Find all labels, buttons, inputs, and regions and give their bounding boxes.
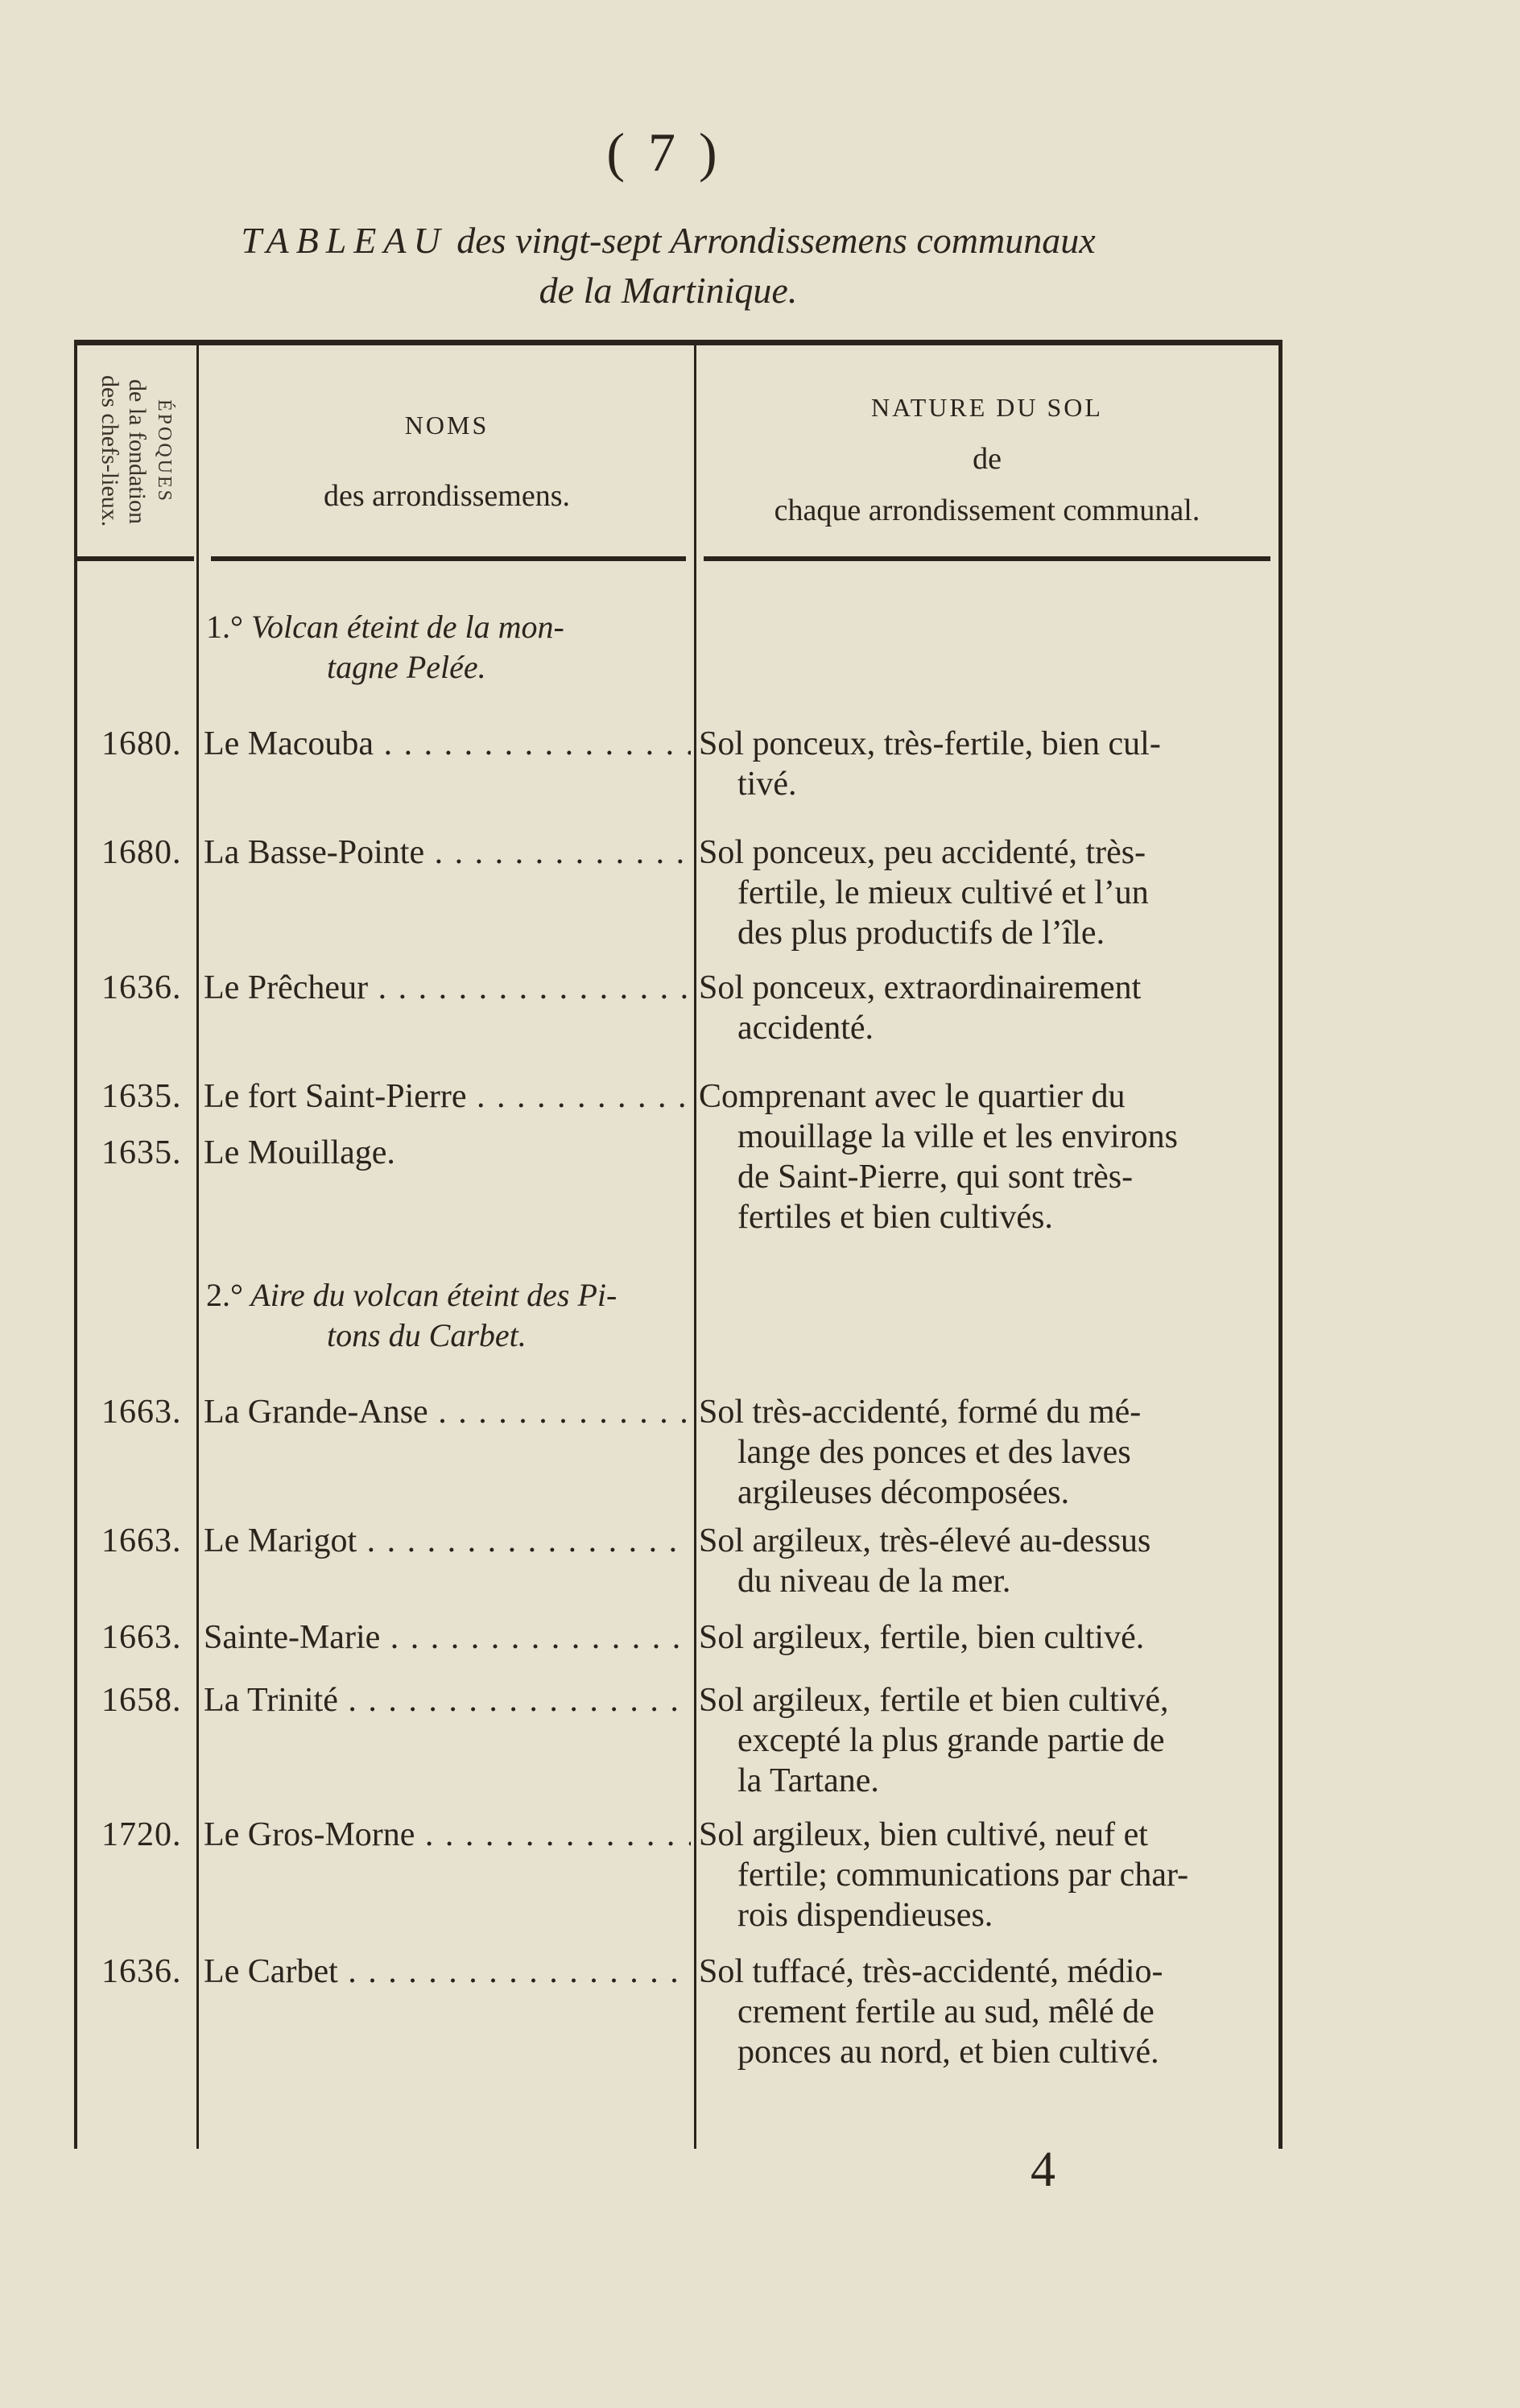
row-soil <box>699 724 1269 804</box>
title-rest: des vingt-sept Arrondissemens communaux <box>447 220 1096 261</box>
section-line: tons du Carbet. <box>327 1317 527 1353</box>
row-name: Le Macouba . . . <box>204 724 691 764</box>
row-year: 1680. <box>101 725 182 762</box>
row-name: Le Carbet . . . <box>204 1952 691 1992</box>
header-rule <box>77 556 194 561</box>
header-rule <box>211 556 686 561</box>
soil-line: excepté la plus grande partie de <box>737 1722 1165 1759</box>
header-noms-l1: NOMS <box>404 411 489 440</box>
header-noms-l2: des arrondissemens. <box>323 479 571 513</box>
row-year: 1663. <box>101 1619 182 1656</box>
section-heading <box>206 607 689 688</box>
soil-line: fertile, le mieux cultivé et l’un <box>737 874 1149 911</box>
table-title <box>105 216 1232 316</box>
row-soil <box>699 1392 1269 1513</box>
soil-line: Sol argileux, fertile et bien cultivé, <box>699 1682 1169 1719</box>
table <box>74 340 1282 2149</box>
soil-line: Sol ponceux, extraordinairement <box>699 969 1142 1006</box>
row-year: 1635. <box>101 1078 182 1115</box>
header-nature-l1: NATURE DU SOL <box>871 393 1103 422</box>
soil-line: fertile; communications par char- <box>737 1857 1189 1894</box>
section-line: Aire du volcan éteint des Pi- <box>250 1277 618 1313</box>
row-name: Le Prêcheur . . . <box>204 968 691 1008</box>
row-soil <box>699 968 1269 1048</box>
row-year: 1680. <box>101 834 182 871</box>
soil-line: du niveau de la mer. <box>737 1563 1011 1600</box>
row-year: 1663. <box>101 1394 182 1431</box>
header-nature <box>697 382 1277 536</box>
row-name: La Basse-Pointe . . . <box>204 832 691 873</box>
page-number: ( 7 ) <box>606 122 722 183</box>
column-divider <box>196 345 199 2149</box>
header-epoques <box>77 349 196 554</box>
soil-line: mouillage la ville et les environs <box>737 1118 1179 1155</box>
row-year: 1636. <box>101 1953 182 1990</box>
soil-line: crement fertile au sud, mêlé de <box>737 1993 1154 2030</box>
soil-line: la Tartane. <box>737 1762 879 1799</box>
row-soil <box>699 1521 1269 1601</box>
row-name-plain: Le Mouillage. <box>204 1134 395 1171</box>
soil-line: des plus productifs de l’île. <box>737 915 1105 952</box>
row-year: 1663. <box>101 1522 182 1559</box>
soil-line: Sol très-accidenté, formé du mé- <box>699 1394 1142 1431</box>
header-epoques-l3: des chefs-lieux. <box>97 375 123 527</box>
soil-line: Sol argileux, très-élevé au-dessus <box>699 1522 1151 1559</box>
soil-line: accidenté. <box>737 1010 874 1047</box>
soil-line: Sol ponceux, peu accidenté, très- <box>699 834 1146 871</box>
row-name: Sainte-Marie . . . <box>204 1617 691 1658</box>
row-name: Le fort Saint-Pierre . . . <box>204 1076 691 1117</box>
soil-line: lange des ponces et des laves <box>737 1434 1131 1471</box>
row-name: La Grande-Anse . . . <box>204 1392 691 1432</box>
section-number: 2.° <box>206 1277 243 1313</box>
section-heading <box>206 1275 689 1356</box>
title-caps: TABLEAU <box>241 220 448 261</box>
signature-mark: 4 <box>1031 2142 1055 2197</box>
header-rule <box>704 556 1270 561</box>
row-soil <box>699 1952 1269 2072</box>
row-soil <box>699 1815 1269 1935</box>
row-name: La Trinité . . . <box>204 1680 691 1720</box>
soil-line: fertiles et bien cultivés. <box>737 1199 1053 1236</box>
row-year: 1658. <box>101 1682 182 1719</box>
row-soil <box>699 832 1269 953</box>
soil-line: Sol ponceux, très-fertile, bien cul- <box>699 725 1161 762</box>
header-epoques-l2: de la fondation <box>124 378 151 524</box>
soil-line: de Saint-Pierre, qui sont très- <box>737 1159 1134 1196</box>
soil-line: ponces au nord, et bien cultivé. <box>737 2034 1159 2071</box>
header-epoques-l1: ÉPOQUES <box>154 399 175 503</box>
row-soil <box>699 1617 1269 1658</box>
section-line: Volcan éteint de la mon- <box>251 609 564 645</box>
title-line2: de la Martinique. <box>539 270 798 311</box>
row-name: Le Gros-Morne . . . <box>204 1815 691 1855</box>
row-year: 1635. <box>101 1134 182 1171</box>
column-divider <box>694 345 696 2149</box>
row-year: 1636. <box>101 969 182 1006</box>
header-noms <box>200 390 694 531</box>
soil-line: rois dispendieuses. <box>737 1897 993 1934</box>
soil-line: tivé. <box>737 766 797 803</box>
soil-line: Sol tuffacé, très-accidenté, médio- <box>699 1953 1163 1990</box>
soil-line: Sol argileux, fertile, bien cultivé. <box>699 1619 1145 1656</box>
soil-line: argileuses décomposées. <box>737 1474 1070 1511</box>
soil-line: Comprenant avec le quartier du <box>699 1078 1126 1115</box>
section-line: tagne Pelée. <box>327 649 486 685</box>
row-soil <box>699 1076 1269 1237</box>
soil-line: Sol argileux, bien cultivé, neuf et <box>699 1816 1148 1853</box>
header-nature-l3: chaque arrondissement communal. <box>774 494 1200 527</box>
row-year: 1720. <box>101 1816 182 1853</box>
header-nature-l2: de <box>973 442 1002 476</box>
row-soil <box>699 1680 1269 1801</box>
section-number: 1.° <box>206 609 243 645</box>
row-name: Le Marigot . . . <box>204 1521 691 1561</box>
